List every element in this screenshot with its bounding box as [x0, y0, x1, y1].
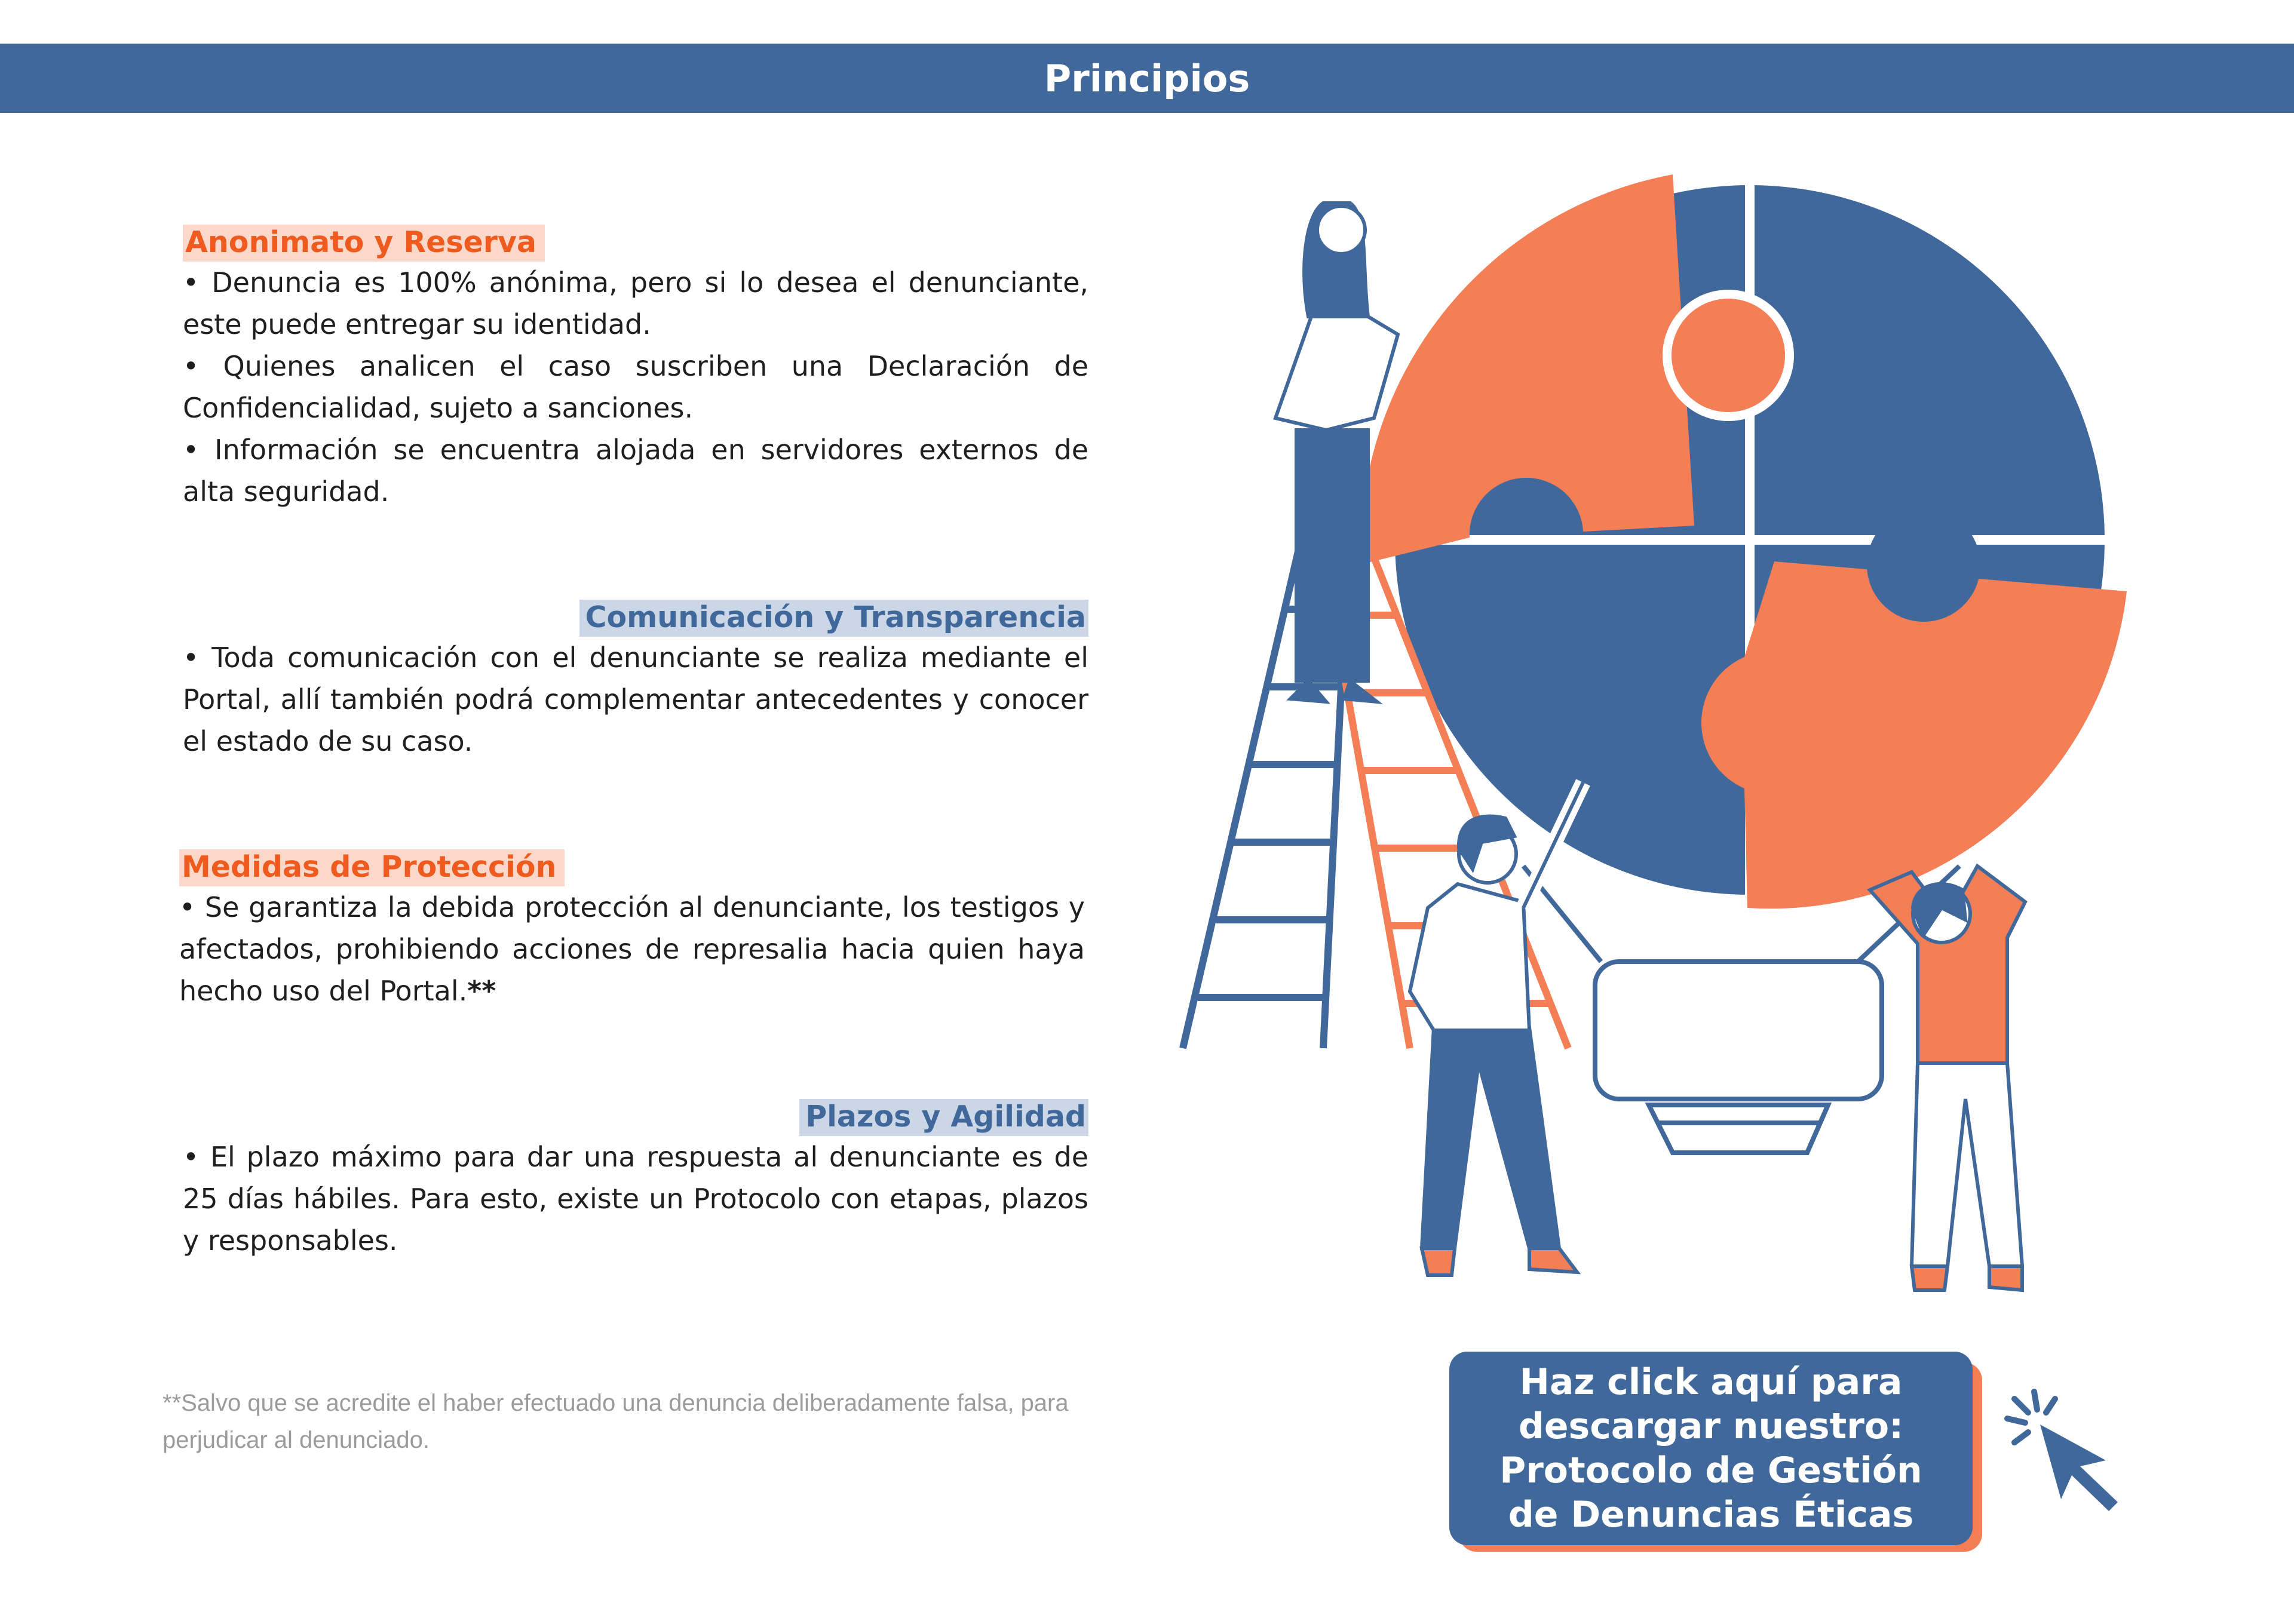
bullet-item: • Información se encuentra alojada en servidores externos de alta seguridad.: [183, 434, 1088, 508]
section-heading: Comunicación y Transparencia: [579, 600, 1088, 637]
section-body: [183, 1136, 1088, 1261]
download-protocol-button[interactable]: [1449, 1352, 1973, 1545]
download-protocol-button-wrap[interactable]: [1449, 1352, 1982, 1552]
heading-row: [183, 600, 1088, 637]
section-body: [179, 886, 1085, 1012]
section-proteccion: [179, 849, 1085, 1012]
section-heading: Plazos y Agilidad: [799, 1099, 1088, 1136]
cta-line: Protocolo de Gestión: [1499, 1450, 1922, 1491]
cta-line: de Denuncias Éticas: [1508, 1494, 1914, 1536]
section-heading: Medidas de Protección: [179, 849, 565, 886]
section-body: [183, 262, 1088, 512]
cta-line: descargar nuestro:: [1518, 1405, 1904, 1447]
heading-row: [183, 1099, 1088, 1136]
section-body: [183, 637, 1088, 762]
footnote: **Salvo que se acredite el haber efectuado una denuncia deliberadamente falsa, para perjudicar al denunciado.: [162, 1390, 1069, 1453]
section-anonimato: [183, 225, 1088, 512]
click-cursor-icon[interactable]: [2001, 1386, 2133, 1517]
cta-line: Haz click aquí para: [1519, 1361, 1903, 1403]
bullet-item: • El plazo máximo para dar una respuesta al denunciante es de 25 días hábiles. Para esto, existe un Protocolo con etapas, plazos y responsables.: [183, 1141, 1088, 1257]
puzzle-teamwork-illustration: [1171, 167, 2139, 1302]
bullet-item: [179, 886, 1085, 1012]
page-title: Principios: [1044, 56, 1250, 100]
section-plazos: [183, 1099, 1088, 1261]
bullet-item: • Denuncia es 100% anónima, pero si lo desea el denunciante, este puede entregar su identidad.: [183, 266, 1088, 341]
section-heading: Anonimato y Reserva: [183, 225, 545, 262]
bullet-item: • Quienes analicen el caso suscriben una Declaración de Confidencialidad, sujeto a sanciones.: [183, 350, 1088, 425]
bullet-text: • Se garantiza la debida protección al denunciante, los testigos y afectados, prohibiendo acciones de represalia hacia quien haya hecho uso del Portal.: [179, 891, 1085, 1008]
bullet-item: • Toda comunicación con el denunciante se realiza mediante el Portal, allí también podrá complementar antecedentes y conocer el estado de su caso.: [183, 641, 1088, 758]
section-comunicacion: [183, 600, 1088, 762]
footnote-marker: **: [467, 975, 496, 1008]
header-banner: [0, 44, 2294, 113]
